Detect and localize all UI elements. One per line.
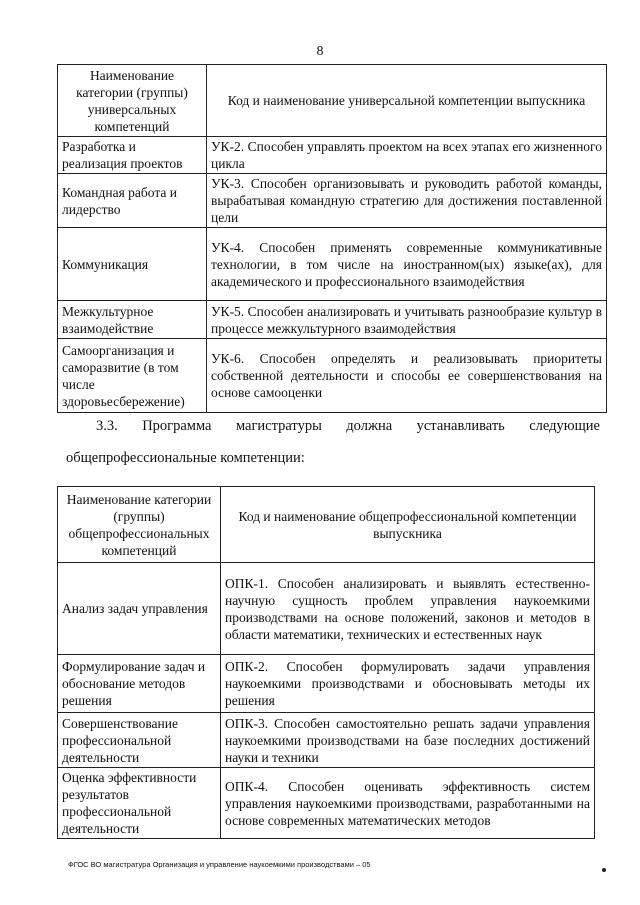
- table-header-row: [58, 487, 595, 563]
- table-row: [58, 655, 595, 713]
- row-category: Оценка эффективности результатов профессиональной деятельности: [58, 768, 221, 839]
- row-description: УК-3. Способен организовывать и руководить работой команды, вырабатывая командную стратегию для достижения поставленной цели: [207, 174, 607, 228]
- table-row: [58, 301, 607, 339]
- row-description: ОПК-1. Способен анализировать и выявлять естественно-научную сущность проблем управления наукоемкими производствами на основе положений, законов и методов в области математики, технических и естественных наук: [221, 563, 595, 655]
- table-header-row: [58, 65, 607, 137]
- row-description: ОПК-3. Способен самостоятельно решать задачи управления наукоемкими производствами на базе последних достижений науки и техники: [221, 713, 595, 768]
- row-description: ОПК-2. Способен формулировать задачи управления наукоемкими производствами и обосновывать методы их решения: [221, 655, 595, 713]
- header-category: Наименование категории (группы) общепрофессиональных компетенций: [58, 487, 221, 563]
- row-category: Совершенствование профессиональной деятельности: [58, 713, 221, 768]
- table-row: [58, 228, 607, 301]
- page-footer: ФГОС ВО магистратура Организация и управление наукоемкими производствами – 05: [68, 860, 371, 869]
- universal-competencies-table: [57, 64, 607, 413]
- paragraph-word: Программа: [142, 418, 212, 434]
- paragraph-line-1: [66, 418, 600, 435]
- table-row: [58, 563, 595, 655]
- paragraph-word: 3.3.: [96, 418, 118, 434]
- row-description: УК-4. Способен применять современные коммуникативные технологии, в том числе на иностранном(ых) языке(ах), для академического и профессионального взаимодействия: [207, 228, 607, 301]
- row-description: УК-2. Способен управлять проектом на всех этапах его жизненного цикла: [207, 137, 607, 174]
- paragraph-word: устанавливать: [416, 418, 505, 434]
- paragraph-word: должна: [346, 418, 393, 434]
- row-description: УК-5. Способен анализировать и учитывать разнообразие культур в процессе межкультурного взаимодействия: [207, 301, 607, 339]
- table-row: [58, 339, 607, 413]
- table-row: [58, 713, 595, 768]
- row-category: Межкультурное взаимодействие: [58, 301, 207, 339]
- general-professional-competencies-table: [57, 486, 595, 839]
- scan-dot-mark: [602, 868, 606, 872]
- row-category: Коммуникация: [58, 228, 207, 301]
- paragraph-word: магистратуры: [235, 418, 322, 434]
- row-description: ОПК-4. Способен оценивать эффективность систем управления наукоемкими производствами, разработанными на основе современных математических методов: [221, 768, 595, 839]
- row-category: Командная работа и лидерство: [58, 174, 207, 228]
- table-row: [58, 768, 595, 839]
- paragraph-line-2: общепрофессиональные компетенции:: [66, 450, 305, 466]
- header-code: Код и наименование общепрофессиональной компетенции выпускника: [221, 487, 595, 563]
- row-description: УК-6. Способен определять и реализовывать приоритеты собственной деятельности и способы ее совершенствования на основе самооценки: [207, 339, 607, 413]
- header-code: Код и наименование универсальной компетенции выпускника: [207, 65, 607, 137]
- row-category: Разработка и реализация проектов: [58, 137, 207, 174]
- row-category: Самоорганизация и саморазвитие (в том числе здоровьесбережение): [58, 339, 207, 413]
- paragraph-word: следующие: [529, 418, 600, 434]
- row-category: Формулирование задач и обоснование методов решения: [58, 655, 221, 713]
- row-category: Анализ задач управления: [58, 563, 221, 655]
- section-3-3-paragraph: [66, 418, 600, 467]
- header-category: Наименование категории (группы) универсальных компетенций: [58, 65, 207, 137]
- table-row: [58, 174, 607, 228]
- page-number: 8: [316, 44, 324, 59]
- table-row: [58, 137, 607, 174]
